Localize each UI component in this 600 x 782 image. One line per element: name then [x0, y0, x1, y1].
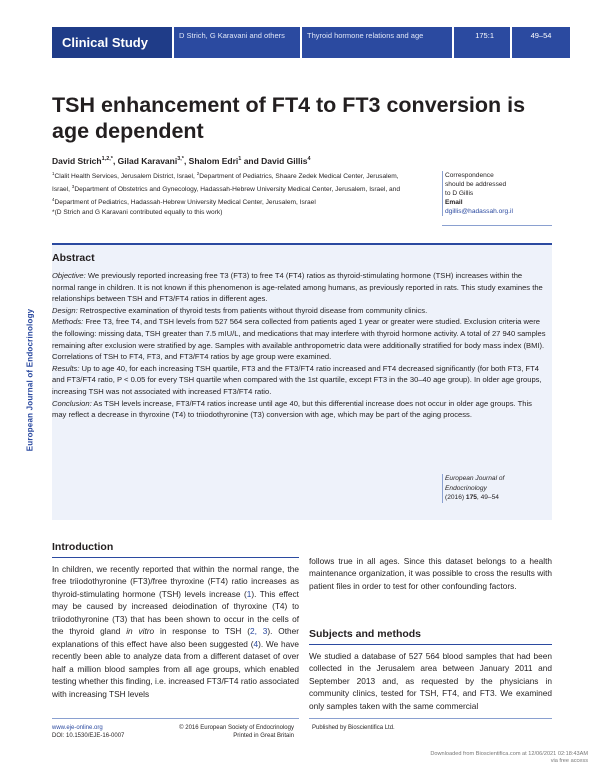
affiliation-text: Clalit Health Services, Jerusalem District, Israel,	[54, 173, 197, 181]
methods-column	[309, 650, 552, 712]
download-stamp	[430, 751, 588, 765]
download-line: via free access	[550, 758, 588, 764]
methods-rule	[309, 644, 552, 645]
intro-text: ). Other explanations of this effect have also been suggested (	[52, 626, 300, 649]
intro-text: in response to TSH (	[154, 626, 251, 637]
affiliation-marker: 1	[52, 171, 55, 176]
footer-publisher: Published by Bioscientifica Ltd.	[312, 725, 395, 731]
affiliation-text: Department of Pediatrics, Shaare Zedek Medical Center, Jerusalem, Israel,	[52, 173, 399, 194]
abstract-section-label: Results:	[52, 363, 80, 373]
abstract-section	[52, 316, 546, 362]
citation-journal: European Journal of	[445, 475, 505, 482]
email-link[interactable]: dgillis@hadassah.org.il	[445, 208, 513, 215]
author-affiliation-marker: 1	[238, 156, 242, 163]
correspondence-line: to D Gillis	[445, 190, 474, 197]
printed-text: Printed in Great Britain	[233, 733, 294, 739]
citation-link[interactable]: 4	[253, 638, 259, 649]
correspondence-box	[442, 171, 551, 216]
abstract-section	[52, 398, 546, 421]
abstract-text	[52, 270, 546, 421]
affiliation-marker: 2	[196, 171, 200, 176]
section-label: Clinical Study	[52, 27, 172, 58]
abstract-section	[52, 270, 546, 305]
abstract-section	[52, 363, 546, 398]
italic-term: in vitro	[126, 626, 155, 637]
abstract-section-text: We previously reported increasing free T3 (FT3) to free T4 (FT4) ratios as thyroid-stimulating hormone (TSH) increases within the normal range in children. It is not known if this phenomenon is age-related among humans, as previously reported in rats. This study examines the relationships between TSH and FT3/FT4 ratios in different ages.	[52, 271, 543, 304]
abstract-section-text: Up to age 40, for each increasing TSH quartile, FT3 and the FT3/FT4 ratio increased and FT4 decreased significantly (for both FT3, FT4 and FT3/FT4 ratio, P < 0.05 for every TSH quartile when compared with the 1st quartile, except FT3 in the 30–40 age group). In older age groups, increasing TSH was not associated with increased FT3/FT4 ratio.	[52, 363, 542, 396]
email-label: Email	[445, 199, 463, 206]
correspondence-line: Correspondence	[445, 172, 494, 179]
author-affiliation-marker: 4	[307, 156, 311, 163]
affiliation-text: Department of Obstetrics and Gynecology, Hadassah-Hebrew University Medical Center, Jerusalem, Israel, and	[74, 186, 400, 194]
correspondence-divider	[442, 225, 552, 226]
abstract-section-text: Retrospective examination of thyroid tests from patients without thyroid disease from community clinics.	[77, 305, 428, 315]
abstract-section-label: Objective:	[52, 271, 86, 280]
header-running-title: Thyroid hormone relations and age	[302, 27, 452, 58]
affiliation-text: Department of Pediatrics, Hadassah-Hebrew University Medical Center, Jerusalem, Israel	[54, 199, 316, 207]
journal-website-link[interactable]: www.eje-online.org	[52, 725, 103, 731]
intro-column-2	[309, 555, 552, 592]
footer-rule-right	[309, 718, 552, 719]
abstract-section-label: Conclusion:	[52, 398, 92, 408]
header-pages: 49–54	[512, 27, 570, 58]
citation-link[interactable]: 2, 3	[250, 626, 268, 637]
equal-contribution-note: *(D Strich and G Karavani contributed equally to this work)	[52, 208, 223, 216]
running-header	[52, 27, 570, 58]
header-volume: 175:1	[454, 27, 510, 58]
author-affiliation-marker: 1,2,*	[101, 156, 113, 163]
introduction-heading: Introduction	[52, 541, 114, 553]
methods-heading: Subjects and methods	[309, 628, 422, 640]
author-name: David Gillis	[261, 156, 308, 166]
author-affiliation-marker: 3,*	[177, 156, 184, 163]
download-line: Downloaded from Bioscientifica.com at 12/06/2021 02:18:43AM	[430, 751, 588, 757]
intro-paragraph-cont: follows true in all ages. Since this dataset belongs to a health maintenance organization, it was possible to cross the results with patient files in order to test for other confounding factors.	[309, 556, 552, 591]
intro-text: In children, we recently reported that within the normal range, the free triiodothyronine (FT3)/free thyroxine (FT4) ratio increases as thyroid-stimulating hormone (TSH) levels increase (	[52, 564, 299, 599]
abstract-section-label: Methods:	[52, 317, 84, 327]
intro-text: ). We have recently been able to analyze data from a different dataset of over half a million blood samples from all age groups, which enabled testing whether this finding, i.e. increased FT3/FT4 ratio associated with increasing TSH levels	[52, 638, 299, 699]
footer-left	[52, 724, 124, 740]
abstract-section-text: Free T3, free T4, and TSH levels from 527 564 sera collected from patients aged 1 year or greater were studied. Exclusion criteria were the following: missing data, TSH greater than 7.5 mIU/L, and medications that may interfere with thyroid hormone activity. A total of 27 940 samples remaining after exclusion were stratified by age. Samples with available anthropometric data were additionally stratified for body mass index (BMI). Correlations of TSH to FT4, FT3, and FT3/FT4 ratios by age group were examined.	[52, 317, 546, 362]
abstract-section-label: Design:	[52, 305, 78, 315]
affiliations	[52, 169, 402, 218]
author-name: Gilad Karavani	[117, 156, 178, 166]
author-list: David Strich$^{1,2,*}$, Gilad Karavani$^{3,*}$, Shalom Edri$^1$ and David Gillis$^4$	[52, 156, 311, 166]
intro-text: ). This effect may be caused by increased deiodination of thyroxine (T4) to triiodothyronine (T3) that has been shown to occur in the cells of the thyroid gland	[52, 588, 299, 637]
citation-journal: Endocrinology	[445, 484, 487, 492]
affiliation-marker: 4	[52, 196, 55, 202]
article-title: TSH enhancement of FT4 to FT3 conversion is age dependent	[52, 93, 526, 143]
header-authors: D Strich, G Karavani and others	[174, 27, 300, 58]
methods-paragraph: We studied a database of 527 564 blood samples that had been collected in the Jerusalem area between January 2011 and September 2013 and, as requested by the physicians in community clinics, tested for TSH, FT4, and FT3. We examined only samples taken with the same commercial	[309, 651, 552, 711]
intro-column-1	[52, 563, 299, 700]
intro-rule	[52, 557, 299, 558]
copyright-text: © 2016 European Society of Endocrinology	[179, 725, 294, 731]
author-name: Shalom Edri	[188, 156, 239, 166]
abstract-section	[52, 305, 546, 317]
doi: DOI: 10.1530/EJE-16-0007	[52, 733, 125, 739]
abstract-section-text: As TSH levels increase, FT3/FT4 ratios increase until age 40, but this differential increase does not occur in older age groups. This may reflect a decrease in thyroxine (T4) to triiodothyronine (T3) conversion with age, which may be part of the aging process.	[52, 398, 532, 420]
side-journal-label: European Journal of Endocrinology	[25, 308, 35, 452]
citation-box	[442, 474, 551, 503]
citation-year-volume: (2016) 175, 49–54	[445, 494, 499, 502]
author-name: David Strich	[52, 156, 102, 166]
correspondence-line: should be addressed	[445, 181, 507, 188]
abstract-top-rule	[52, 243, 552, 245]
affiliation-marker: 3	[71, 183, 75, 189]
footer-copyright	[170, 724, 294, 740]
abstract-heading: Abstract	[52, 252, 95, 264]
footer-rule-left	[52, 718, 299, 719]
citation-link[interactable]: 1	[246, 588, 252, 599]
